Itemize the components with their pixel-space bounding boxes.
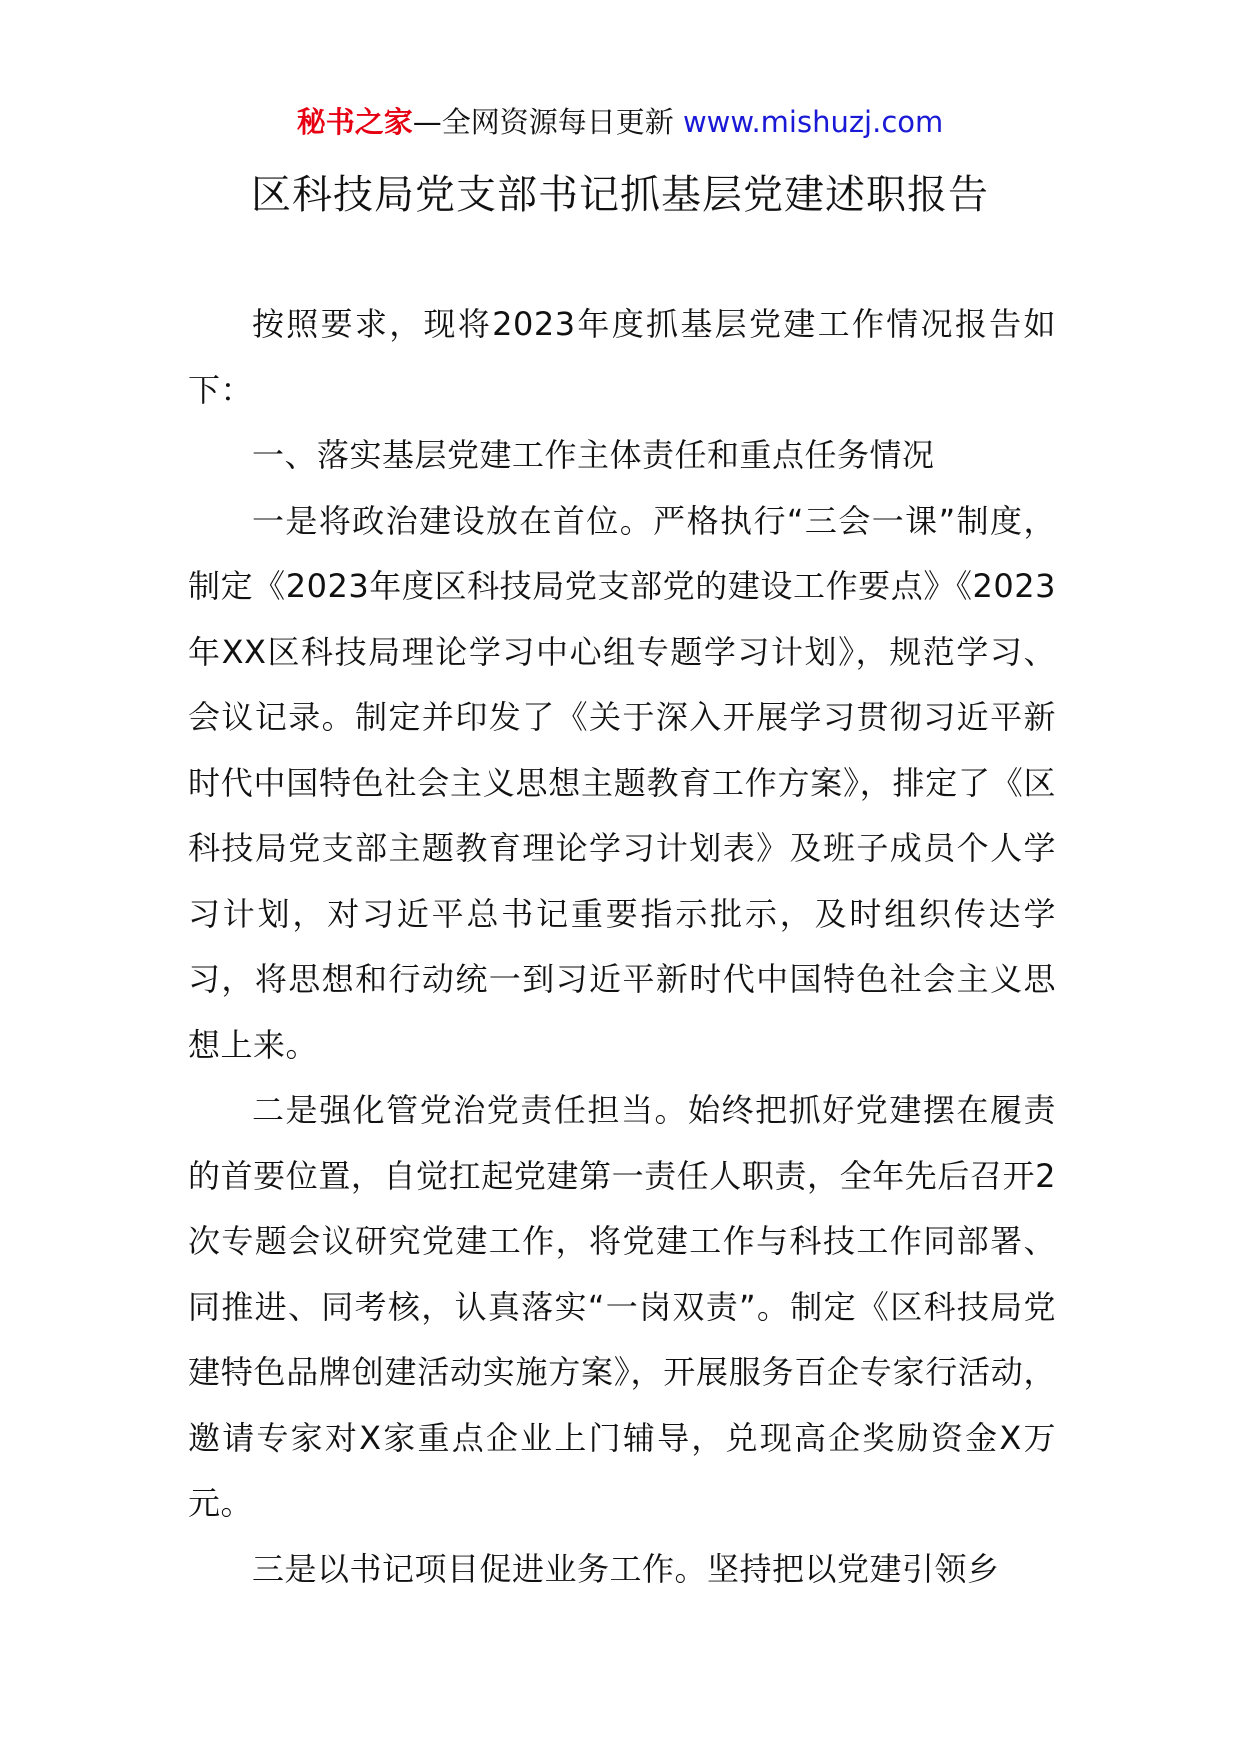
document-title: 区科技局党支部书记抓基层党建述职报告: [251, 172, 989, 218]
body-paragraph: 三是以书记项目促进业务工作。坚持把以党建引领乡: [252, 1549, 1000, 1588]
body-paragraph: 二是强化管党治党责任担当。始终把抓好党建摆在履责的首要位置，自觉扛起党建第一责任人职责，全年先后召开2次专题会议研究党建工作，将党建工作与科技工作同部署、同推进、同考核，认真落实“一岗双责”。制定《区科技局党建特色品牌创建活动实施方案》，开展服务百企专家行活动，邀请专家对X家重点企业上门辅导，兑现高企奖励资金X万元。: [188, 1091, 1056, 1522]
site-url-link[interactable]: www.mishuzj.com: [682, 105, 944, 139]
section-heading: 一、落实基层党建工作主体责任和重点任务情况: [252, 436, 935, 474]
site-header: [0, 100, 1240, 144]
intro-paragraph: 按照要求，现将2023年度抓基层党建工作情况报告如下：: [188, 305, 1056, 409]
body-paragraph: 一是将政治建设放在首位。严格执行“三会一课”制度，制定《2023年度区科技局党支部党的建设工作要点》《2023年XX区科技局理论学习中心组专题学习计划》，规范学习、会议记录。制定并印发了《关于深入开展学习贯彻习近平新时代中国特色社会主义思想主题教育工作方案》，排定了《区科技局党支部主题教育理论学习计划表》及班子成员个人学习计划，对习近平总书记重要指示批示，及时组织传达学习，将思想和行动统一到习近平新时代中国特色社会主义思想上来。: [188, 501, 1056, 1064]
site-tagline: —全网资源每日更新: [412, 105, 683, 139]
document-body: [188, 292, 1056, 1602]
site-brand: 秘书之家: [296, 105, 413, 139]
